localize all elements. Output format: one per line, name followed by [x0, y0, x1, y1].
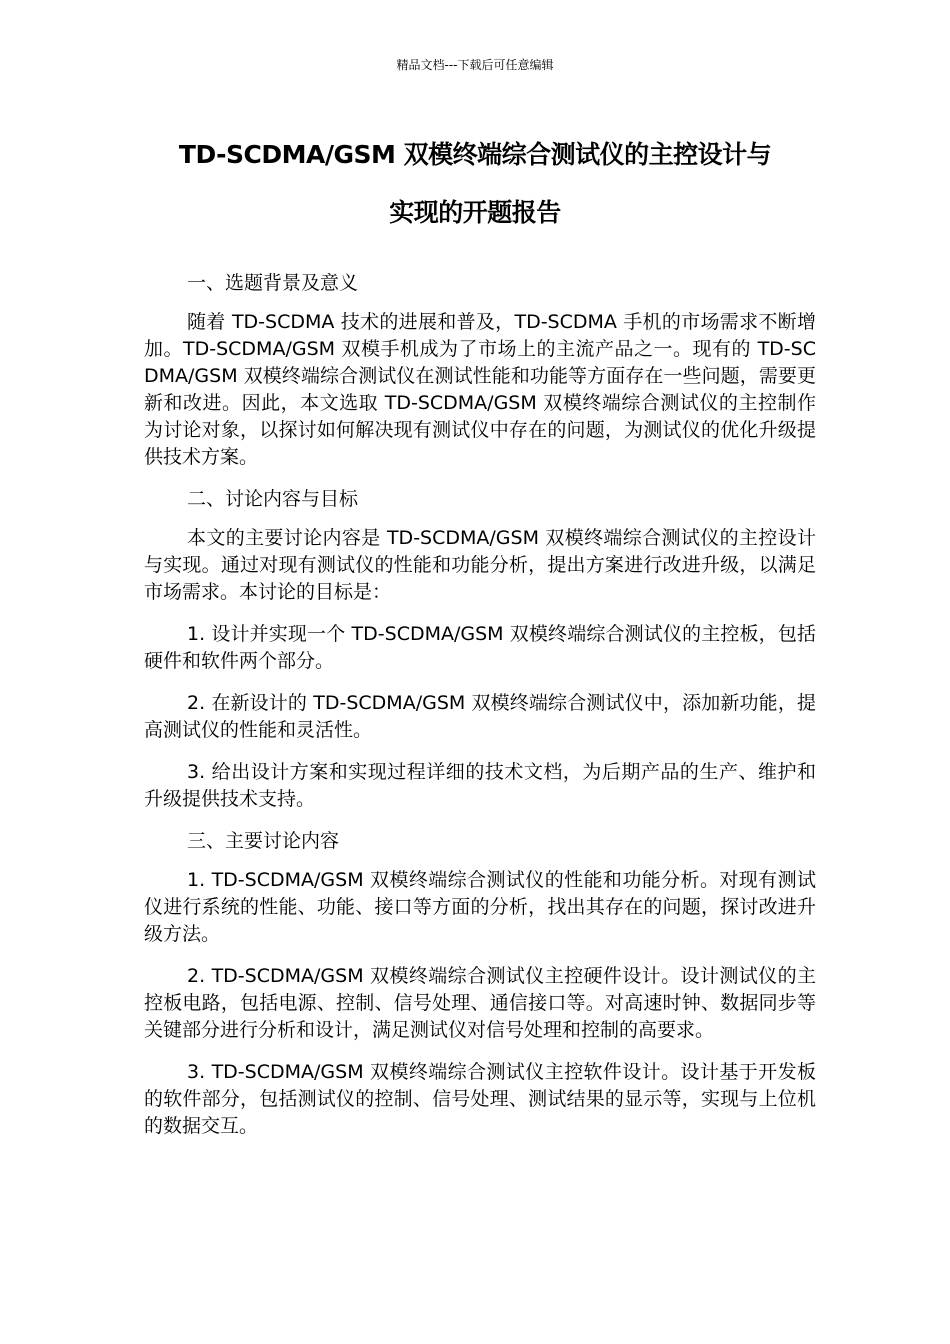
section-heading-2: 二、讨论内容与目标: [187, 488, 359, 510]
document-body: [144, 270, 816, 1155]
section-2-list-item-2: 2. 在新设计的 TD-SCDMA/GSM 双模终端综合测试仪中，添加新功能，提高测试仪的性能和灵活性。: [144, 692, 816, 741]
section-heading-1: 一、选题背景及意义: [187, 272, 359, 294]
page-header: 精品文档---下载后可任意编辑: [396, 58, 554, 72]
section-heading-3: 三、主要讨论内容: [187, 830, 340, 852]
section-2-paragraph: 本文的主要讨论内容是 TD-SCDMA/GSM 双模终端综合测试仪的主控设计与实现。通过对现有测试仪的性能和功能分析，提出方案进行改进升级，以满足市场需求。本讨论的目标是：: [144, 527, 816, 603]
section-3-list-item-3: 3. TD-SCDMA/GSM 双模终端综合测试仪主控软件设计。设计基于开发板的软件部分，包括测试仪的控制、信号处理、测试结果的显示等，实现与上位机的数据交互。: [144, 1061, 816, 1137]
document-title-line-1: TD-SCDMA/GSM 双模终端综合测试仪的主控设计与: [178, 140, 772, 169]
section-3-list-item-2: 2. TD-SCDMA/GSM 双模终端综合测试仪主控硬件设计。设计测试仪的主控板电路，包括电源、控制、信号处理、通信接口等。对高速时钟、数据同步等关键部分进行分析和设计，满足测试仪对信号处理和控制的高要求。: [144, 965, 816, 1041]
section-3-list-item-1: 1. TD-SCDMA/GSM 双模终端综合测试仪的性能和功能分析。对现有测试仪进行系统的性能、功能、接口等方面的分析，找出其存在的问题，探讨改进升级方法。: [144, 869, 816, 945]
document-title-line-2: 实现的开题报告: [389, 198, 561, 227]
section-2-list-item-3: 3. 给出设计方案和实现过程详细的技术文档，为后期产品的生产、维护和升级提供技术支持。: [144, 761, 816, 810]
section-2-list-item-1: 1. 设计并实现一个 TD-SCDMA/GSM 双模终端综合测试仪的主控板，包括硬件和软件两个部分。: [144, 623, 816, 672]
section-1-paragraph: 随着 TD-SCDMA 技术的进展和普及，TD-SCDMA 手机的市场需求不断增加。TD-SCDMA/GSM 双模手机成为了市场上的主流产品之一。现有的 TD-SCDMA/GSM 双模终端综合测试仪在测试性能和功能等方面存在一些问题，需要更新和改进。因此，本文选取 TD-SCDMA/GSM 双模终端综合测试仪的主控制作为讨论对象，以探讨如何解决现有测试仪中存在的问题，为测试仪的优化升级提供技术方案。: [144, 311, 816, 468]
